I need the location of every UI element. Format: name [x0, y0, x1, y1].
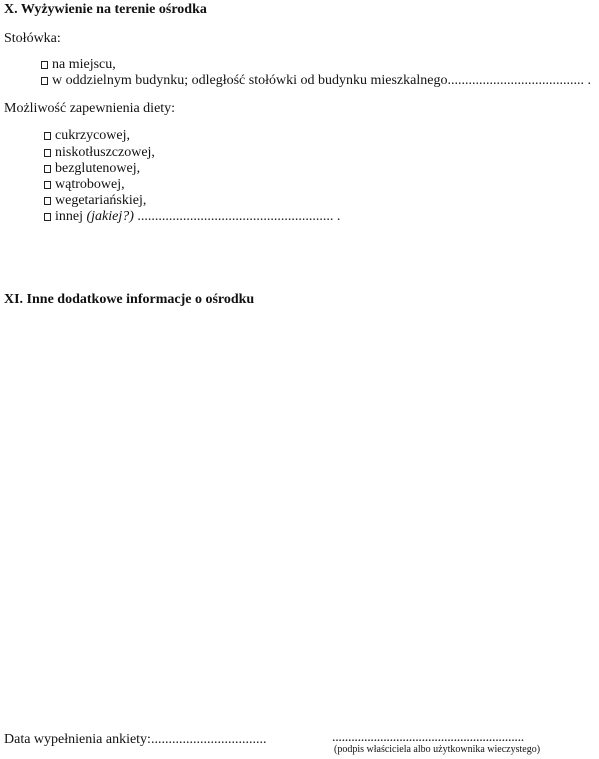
checkbox-icon[interactable] — [44, 197, 51, 205]
section-xi-heading: XI. Inne dodatkowe informacje o ośrodku — [4, 292, 255, 307]
canteen-option-label: w oddzielnym budynku; odległość stołówki od budynku mieszkalnego....................................... . — [52, 73, 591, 88]
diet-option-gluten-free[interactable] — [44, 161, 140, 177]
diet-option-low-fat[interactable] — [44, 145, 155, 161]
diet-option-label: bezglutenowej, — [55, 161, 141, 176]
section-x-heading: X. Wyżywienie na terenie ośrodka — [4, 2, 207, 17]
signature-caption: (podpis właściciela albo użytkownika wieczystego) — [334, 744, 541, 755]
checkbox-icon[interactable] — [44, 165, 51, 173]
checkbox-icon[interactable] — [44, 149, 51, 157]
date-field[interactable]: Data wypełnienia ankiety:................................. — [4, 732, 267, 747]
diet-label: Możliwość zapewnienia diety: — [4, 101, 176, 116]
diet-option-vegetarian[interactable] — [44, 193, 146, 209]
checkbox-icon[interactable] — [44, 132, 51, 140]
diet-option-label: wegetariańskiej, — [55, 193, 147, 208]
canteen-label: Stołówka: — [4, 31, 61, 46]
canteen-option-label: na miejscu, — [52, 57, 116, 72]
checkbox-icon[interactable] — [44, 181, 51, 189]
canteen-option-separate-building[interactable] — [41, 73, 591, 89]
diet-other-question: (jakiej?) — [86, 209, 134, 224]
diet-option-label: cukrzycowej, — [55, 128, 131, 143]
diet-option-diabetic[interactable] — [44, 128, 130, 144]
checkbox-icon[interactable] — [41, 77, 48, 85]
diet-option-other[interactable] — [44, 209, 340, 225]
diet-option-liver[interactable] — [44, 177, 125, 193]
checkbox-icon[interactable] — [41, 61, 48, 69]
diet-other-prefix: innej — [55, 209, 87, 224]
checkbox-icon[interactable] — [44, 213, 51, 221]
diet-option-label: niskotłuszczowej, — [55, 145, 155, 160]
diet-option-label: wątrobowej, — [55, 177, 125, 192]
diet-other-fill-line[interactable]: ........................................................ . — [133, 209, 341, 224]
canteen-option-on-site[interactable] — [41, 57, 116, 73]
signature-line[interactable]: ............................................................ — [332, 730, 525, 745]
